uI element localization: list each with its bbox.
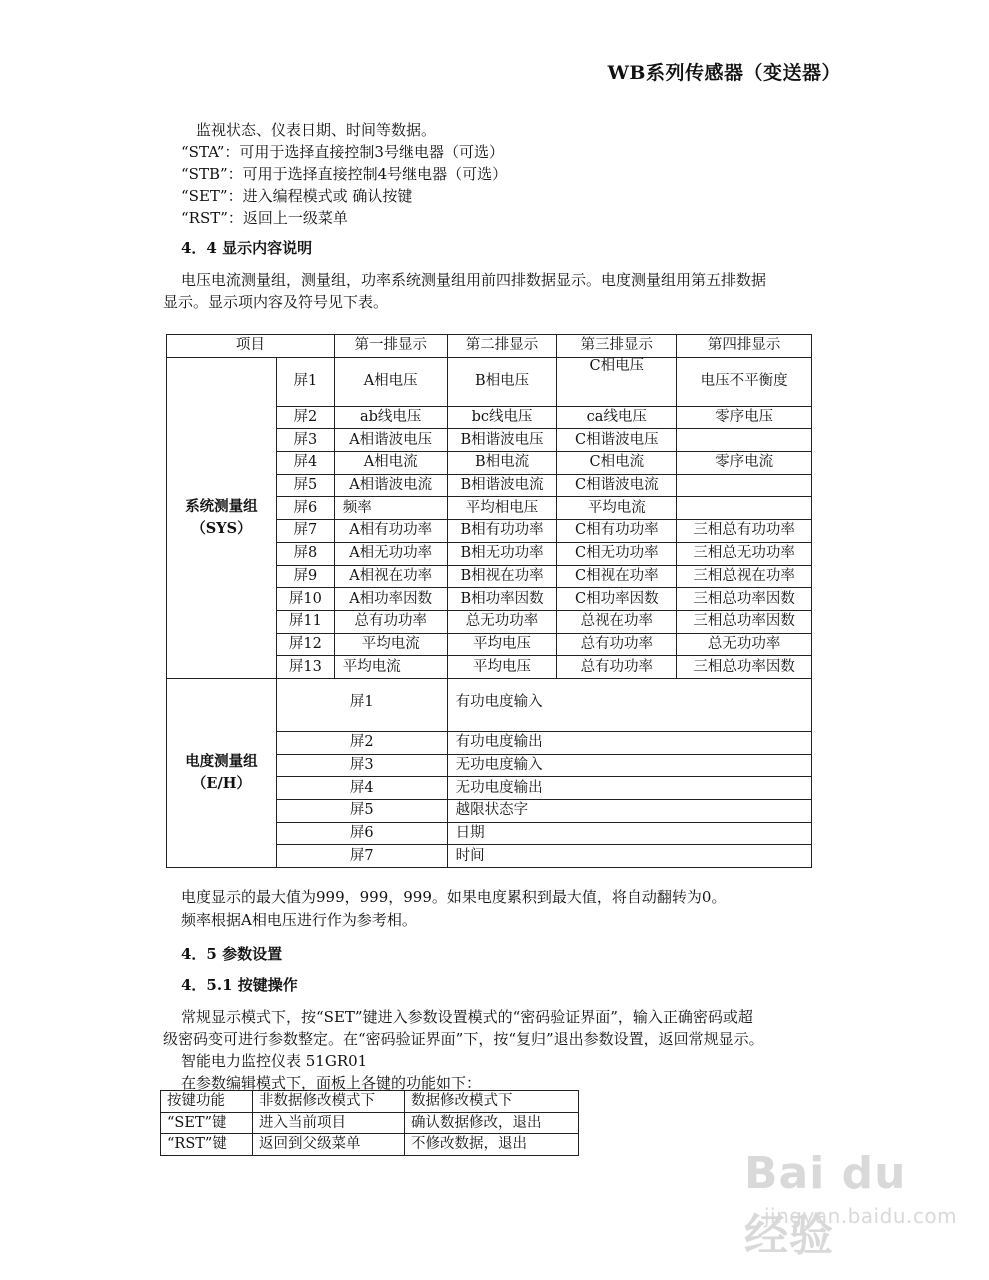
- screen-label: 屏5: [276, 474, 334, 497]
- table-row: [167, 357, 812, 406]
- table-cell: A相无功功率: [334, 542, 447, 565]
- table-header-row: [161, 1091, 579, 1113]
- table-header-row: [167, 335, 812, 358]
- table-cell: 平均电压: [447, 633, 557, 656]
- table-cell: ca线电压: [557, 406, 677, 429]
- table-cell: 总有功功率: [334, 610, 447, 633]
- table-cell: 三相总视在功率: [677, 565, 812, 588]
- table-cell: B相电压: [447, 357, 557, 406]
- table-cell: 三相总功率因数: [677, 656, 812, 679]
- intro-line: “RST”：返回上一级菜单: [181, 209, 348, 227]
- table-cell: bc线电压: [447, 406, 557, 429]
- screen-label: 屏13: [276, 656, 334, 679]
- sys-group-name: 系统测量组: [185, 497, 258, 515]
- table-cell: A相谐波电压: [334, 429, 447, 452]
- table-cell: [677, 429, 812, 452]
- table-cell: A相视在功率: [334, 565, 447, 588]
- table-cell: 平均电流: [557, 497, 677, 520]
- table-cell: 时间: [447, 845, 811, 868]
- table-cell: 确认数据修改，退出: [405, 1112, 579, 1134]
- table-cell: 零序电流: [677, 452, 812, 475]
- table-cell: 不修改数据，退出: [405, 1134, 579, 1156]
- intro-line: “SET”：进入编程模式或 确认按键: [181, 187, 413, 205]
- after-table-note: 电度显示的最大值为999，999，999。如果电度累积到最大值，将自动翻转为0。: [181, 888, 727, 906]
- column-header: 第一排显示: [334, 335, 447, 358]
- device-name-line: 智能电力监控仪表 51GR01: [181, 1052, 368, 1070]
- table-cell: C相谐波电流: [557, 474, 677, 497]
- table-cell: A相有功功率: [334, 520, 447, 543]
- section-heading-4-4: 4．4 显示内容说明: [181, 239, 313, 257]
- column-header: 第二排显示: [447, 335, 557, 358]
- screen-label: 屏6: [276, 497, 334, 520]
- section-heading-4-5: 4．5 参数设置: [181, 945, 283, 963]
- table-cell: C相视在功率: [557, 565, 677, 588]
- table-cell: 三相总功率因数: [677, 610, 812, 633]
- screen-label: 屏7: [276, 845, 447, 868]
- table-cell: A相谐波电流: [334, 474, 447, 497]
- screen-label: 屏11: [276, 610, 334, 633]
- section-heading-4-5-1: 4．5.1 按键操作: [181, 976, 298, 994]
- sys-group-code: （SYS）: [191, 519, 252, 537]
- baidu-jingyan-watermark: [704, 1148, 958, 1261]
- eh-group-label: [167, 678, 277, 867]
- table-cell: 总视在功率: [557, 610, 677, 633]
- table-cell: 返回到父级菜单: [253, 1134, 405, 1156]
- screen-label: 屏9: [276, 565, 334, 588]
- screen-label: 屏1: [276, 357, 334, 406]
- screen-label: 屏2: [276, 731, 447, 754]
- screen-label: 屏4: [276, 452, 334, 475]
- table-cell: [677, 474, 812, 497]
- screen-label: 屏3: [276, 754, 447, 777]
- eh-group-name: 电度测量组: [185, 753, 258, 770]
- table-cell: 总有功功率: [557, 656, 677, 679]
- table-cell: 三相总功率因数: [677, 588, 812, 611]
- table-cell: B相电流: [447, 452, 557, 475]
- table-cell: 有功电度输入: [447, 678, 811, 731]
- table-cell: C相无功功率: [557, 542, 677, 565]
- page-header-title: WB系列传感器（变送器）: [607, 62, 841, 84]
- table-cell: C相电压: [557, 357, 677, 406]
- table-cell: 日期: [447, 822, 811, 845]
- table-cell: 总无功功率: [677, 633, 812, 656]
- screen-label: 屏8: [276, 542, 334, 565]
- watermark-url: jingyan.baidu.com: [764, 1204, 958, 1228]
- table-cell: 进入当前项目: [253, 1112, 405, 1134]
- display-content-table: [166, 334, 812, 868]
- table-cell: B相谐波电流: [447, 474, 557, 497]
- screen-label: 屏10: [276, 588, 334, 611]
- table-cell: B相有功功率: [447, 520, 557, 543]
- intro-line: 监视状态、仪表日期、时间等数据。: [196, 121, 437, 139]
- table-cell: A相功率因数: [334, 588, 447, 611]
- watermark-logo: Bai du 经验: [744, 1148, 907, 1261]
- table-cell: C相功率因数: [557, 588, 677, 611]
- key-name: “RST”键: [161, 1134, 253, 1156]
- screen-label: 屏6: [276, 822, 447, 845]
- intro-line: “STB”：可用于选择直接控制4号继电器（可选）: [181, 165, 508, 183]
- table-cell: 无功电度输出: [447, 777, 811, 800]
- table-row: [161, 1112, 579, 1134]
- table-cell: 平均电压: [447, 656, 557, 679]
- table-cell: A相电流: [334, 452, 447, 475]
- column-header: 项目: [167, 335, 335, 358]
- table-cell: 总无功功率: [447, 610, 557, 633]
- table-cell: B相谐波电压: [447, 429, 557, 452]
- table-cell: B相功率因数: [447, 588, 557, 611]
- screen-label: 屏12: [276, 633, 334, 656]
- screen-label: 屏5: [276, 800, 447, 823]
- eh-group-code: （E/H）: [191, 775, 251, 792]
- table-cell: ab线电压: [334, 406, 447, 429]
- table-cell: 零序电压: [677, 406, 812, 429]
- table-cell: 有功电度输出: [447, 731, 811, 754]
- table-cell: A相电压: [334, 357, 447, 406]
- screen-label: 屏1: [276, 678, 447, 731]
- table-cell: B相无功功率: [447, 542, 557, 565]
- key-name: “SET”键: [161, 1112, 253, 1134]
- table-cell: [677, 497, 812, 520]
- table-cell: C相有功功率: [557, 520, 677, 543]
- screen-label: 屏4: [276, 777, 447, 800]
- column-header: 第三排显示: [557, 335, 677, 358]
- table-cell: 总有功功率: [557, 633, 677, 656]
- column-header: 按键功能: [161, 1091, 253, 1113]
- table-cell: 平均电流: [334, 633, 447, 656]
- section-4-4-paragraph: 电压电流测量组，测量组，功率系统测量组用前四排数据显示。电度测量组用第五排数据: [181, 271, 767, 289]
- table-cell: C相谐波电压: [557, 429, 677, 452]
- screen-label: 屏7: [276, 520, 334, 543]
- section-4-5-1-paragraph: 级密码变可进行参数整定。在“密码验证界面”下，按“复归”退出参数设置，返回常规显示。: [163, 1030, 764, 1048]
- table-cell: 平均电流: [334, 656, 447, 679]
- screen-label: 屏3: [276, 429, 334, 452]
- table-cell: 电压不平衡度: [677, 357, 812, 406]
- section-4-4-paragraph: 显示。显示项内容及符号见下表。: [163, 293, 389, 311]
- table-cell: 平均相电压: [447, 497, 557, 520]
- after-table-note: 频率根据A相电压进行作为参考相。: [181, 911, 417, 929]
- table-cell: 无功电度输入: [447, 754, 811, 777]
- table-cell: 越限状态字: [447, 800, 811, 823]
- column-header: 第四排显示: [677, 335, 812, 358]
- table-row: [161, 1134, 579, 1156]
- column-header: 数据修改模式下: [405, 1091, 579, 1113]
- table-cell: B相视在功率: [447, 565, 557, 588]
- key-function-table: [160, 1090, 579, 1156]
- edit-mode-intro: 在参数编辑模式下，面板上各键的功能如下：: [181, 1074, 482, 1092]
- section-4-5-1-paragraph: 常规显示模式下，按“SET”键进入参数设置模式的“密码验证界面”，输入正确密码或超: [181, 1008, 753, 1026]
- table-cell: 三相总无功功率: [677, 542, 812, 565]
- table-cell: C相电流: [557, 452, 677, 475]
- intro-line: “STA”：可用于选择直接控制3号继电器（可选）: [181, 143, 504, 161]
- sys-group-label: [167, 357, 277, 678]
- table-row: [167, 678, 812, 731]
- table-cell: 三相总有功功率: [677, 520, 812, 543]
- table-cell: 频率: [334, 497, 447, 520]
- column-header: 非数据修改模式下: [253, 1091, 405, 1113]
- screen-label: 屏2: [276, 406, 334, 429]
